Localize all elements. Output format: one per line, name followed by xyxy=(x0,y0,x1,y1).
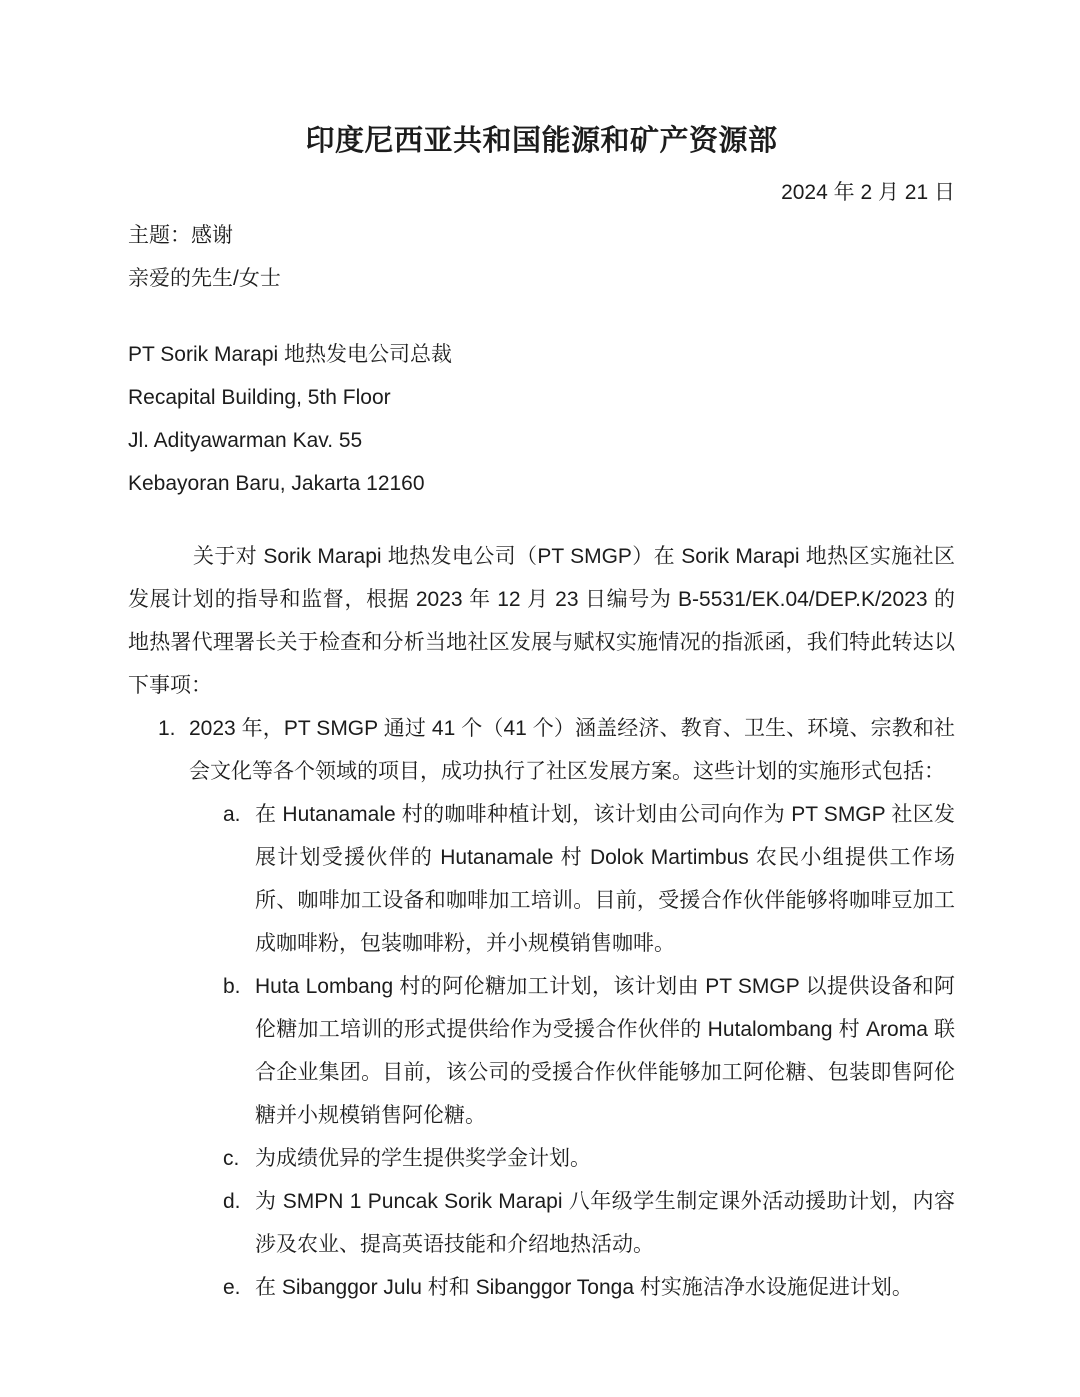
salutation: 亲爱的先生/女士 xyxy=(128,267,281,290)
letter-body xyxy=(128,118,955,1309)
sub-item-b xyxy=(128,965,955,1137)
sub-item-a-marker: a. xyxy=(223,803,241,826)
numbered-item-1 xyxy=(128,707,955,793)
sub-item-a xyxy=(128,793,955,965)
sub-item-e-text: 在 Sibanggor Julu 村和 Sibanggor Tonga 村实施洁净水设施促进计划。 xyxy=(255,1276,913,1299)
page-title: 印度尼西亚共和国能源和矿产资源部 xyxy=(305,125,778,157)
subject-line: 主题：感谢 xyxy=(128,224,233,247)
numbered-item-1-marker: 1. xyxy=(158,717,176,740)
sub-item-e xyxy=(128,1266,955,1309)
intro-paragraph: 关于对 Sorik Marapi 地热发电公司（PT SMGP）在 Sorik Marapi 地热区实施社区发展计划的指导和监督，根据 2023 年 12 月 23 日编号为 B-5531/EK.04/DEP.K/2023 的地热署代理署长关于检查和分析当地社区发展与赋权实施情况的指派函，我们特此转达以下事项： xyxy=(128,545,955,697)
numbered-item-1-text: 2023 年，PT SMGP 通过 41 个（41 个）涵盖经济、教育、卫生、环境、宗教和社会文化等各个领域的项目，成功执行了社区发展方案。这些计划的实施形式包括： xyxy=(189,717,955,783)
recipient-name: PT Sorik Marapi 地热发电公司总裁 xyxy=(128,343,452,366)
letter-date: 2024 年 2 月 21 日 xyxy=(781,181,955,204)
recipient-city: Kebayoran Baru, Jakarta 12160 xyxy=(128,472,425,495)
sub-item-d-text: 为 SMPN 1 Puncak Sorik Marapi 八年级学生制定课外活动援助计划，内容涉及农业、提高英语技能和介绍地热活动。 xyxy=(255,1190,955,1256)
recipient-address xyxy=(128,333,955,505)
sub-item-c xyxy=(128,1137,955,1180)
sub-item-c-marker: c. xyxy=(223,1147,240,1170)
sub-item-b-marker: b. xyxy=(223,975,241,998)
sub-item-d-marker: d. xyxy=(223,1190,241,1213)
sub-item-a-text: 在 Hutanamale 村的咖啡种植计划，该计划由公司向作为 PT SMGP 社区发展计划受援伙伴的 Hutanamale 村 Dolok Martimbus 农民小组提供工作场所、咖啡加工设备和咖啡加工培训。目前，受援合作伙伴能够将咖啡豆加工成咖啡粉，包装咖啡粉，并小规模销售咖啡。 xyxy=(255,803,955,955)
sub-item-c-text: 为成绩优异的学生提供奖学金计划。 xyxy=(255,1147,591,1170)
sub-item-e-marker: e. xyxy=(223,1276,241,1299)
recipient-street: Jl. Adityawarman Kav. 55 xyxy=(128,429,363,452)
sub-item-b-text: Huta Lombang 村的阿伦糖加工计划，该计划由 PT SMGP 以提供设备和阿伦糖加工培训的形式提供给作为受援合作伙伴的 Hutalombang 村 Aroma 联合企业集团。目前，该公司的受援合作伙伴能够加工阿伦糖、包装即售阿伦糖并小规模销售阿伦糖。 xyxy=(255,975,955,1127)
sub-item-d xyxy=(128,1180,955,1266)
recipient-building: Recapital Building, 5th Floor xyxy=(128,386,391,409)
